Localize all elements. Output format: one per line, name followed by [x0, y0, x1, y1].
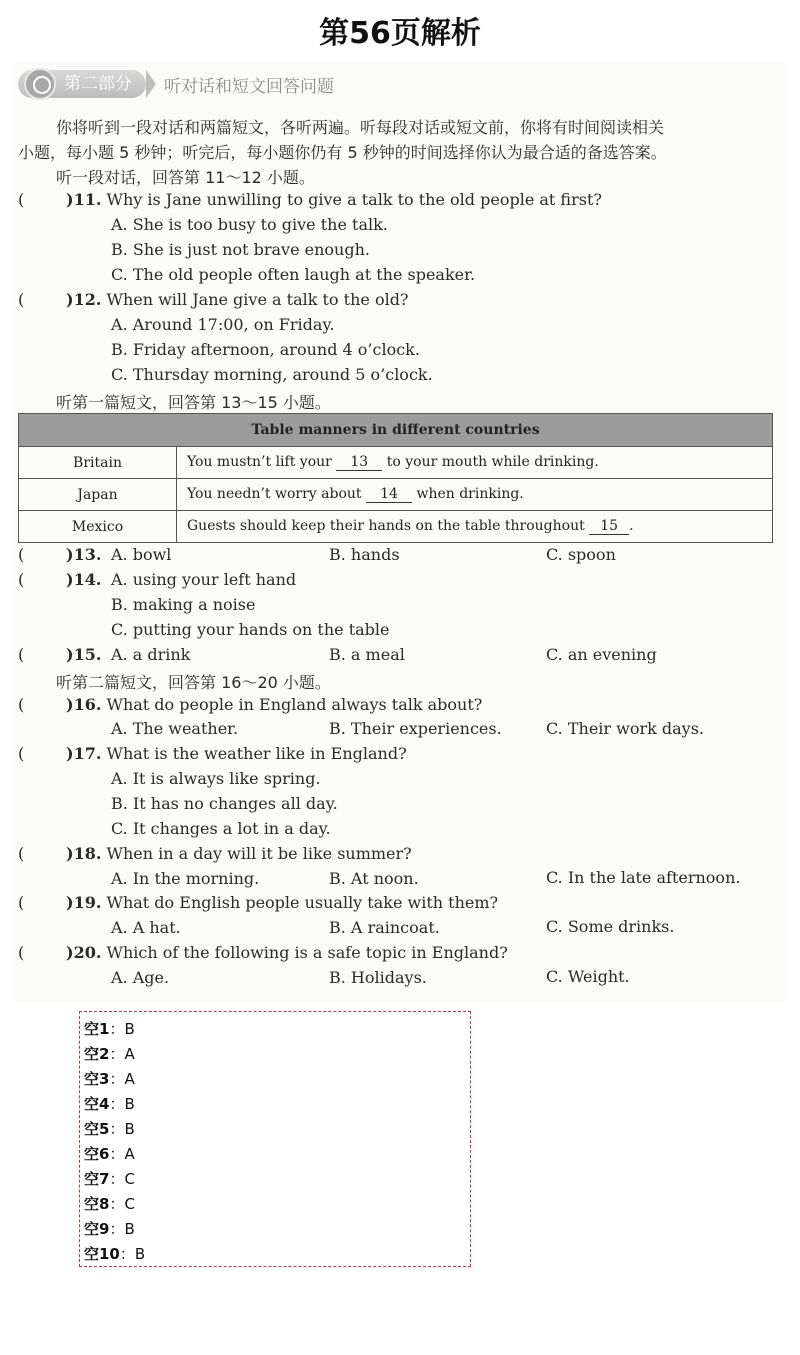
question-number: )18. [66, 844, 102, 863]
answer-paren: ( [18, 290, 25, 309]
option-11-a: A. She is too busy to give the talk. [111, 215, 388, 234]
answer-value: B [124, 1220, 135, 1238]
option-20-c: C. Weight. [546, 967, 630, 986]
question-number: )12. [66, 290, 102, 309]
instruction-line-1: 你将听到一段对话和两篇短文，各听两遍。听每段对话或短文前，你将有时间阅读相关 [56, 118, 665, 137]
option-17-b: B. It has no changes all day. [111, 794, 338, 813]
option-16-c: C. Their work days. [546, 719, 705, 738]
banner-arrow-icon [146, 70, 156, 98]
table-row [19, 447, 773, 479]
answer-value: A [124, 1145, 135, 1163]
option-12-a: A. Around 17:00, on Friday. [111, 315, 335, 334]
answer-value: B [124, 1120, 135, 1138]
question-text: What do people in England always talk about? [106, 695, 483, 714]
option-19-b: B. A raincoat. [329, 918, 440, 937]
answer-label: 空4 [84, 1095, 110, 1113]
question-text: When will Jane give a talk to the old? [106, 290, 409, 309]
question-16 [66, 695, 482, 714]
answer-label: 空9 [84, 1220, 110, 1238]
answer-label: 空10 [84, 1245, 120, 1263]
question-text: What is the weather like in England? [106, 744, 407, 763]
answer-item [84, 1243, 145, 1264]
answer-separator: ： [119, 1245, 135, 1263]
page-title: 第56页解析 [319, 16, 481, 51]
answer-item [84, 1193, 135, 1214]
section-part-label: 第二部分 [64, 74, 132, 94]
question-12 [66, 290, 409, 309]
answer-separator: ： [109, 1020, 125, 1038]
option-12-c: C. Thursday morning, around 5 o’clock. [111, 365, 433, 384]
question-number: )20. [66, 943, 102, 962]
option-19-a: A. A hat. [111, 918, 181, 937]
answer-paren: ( [18, 190, 25, 209]
answer-item [84, 1218, 135, 1239]
question-15-number: )15. [66, 645, 102, 664]
answer-paren: ( [18, 943, 25, 962]
answer-paren: ( [18, 744, 25, 763]
answer-value: C [124, 1170, 135, 1188]
question-text: Why is Jane unwilling to give a talk to the old people at first? [106, 190, 602, 209]
answer-separator: ： [109, 1045, 125, 1063]
answer-value: B [134, 1245, 146, 1263]
answer-separator: ： [109, 1145, 125, 1163]
passage2-intro: 听第二篇短文，回答第 16～20 小题。 [56, 673, 331, 692]
option-11-c: C. The old people often laugh at the speaker. [111, 265, 476, 284]
blank-15: 15 [589, 518, 629, 535]
option-17-a: A. It is always like spring. [111, 769, 321, 788]
option-18-c: C. In the late afternoon. [546, 868, 741, 887]
question-text: Which of the following is a safe topic in England? [106, 943, 508, 962]
answer-value: A [124, 1070, 135, 1088]
answer-value: C [124, 1195, 135, 1213]
question-text: When in a day will it be like summer? [106, 844, 412, 863]
answer-key-box [79, 1011, 471, 1267]
option-14-c: C. putting your hands on the table [111, 620, 390, 639]
table-row [19, 511, 773, 543]
answer-label: 空2 [84, 1045, 110, 1063]
option-19-c: C. Some drinks. [546, 917, 675, 936]
blank-13: 13 [336, 454, 382, 471]
section-heading: 听对话和短文回答问题 [164, 76, 334, 97]
option-13-a: A. bowl [111, 545, 172, 564]
answer-label: 空8 [84, 1195, 110, 1213]
answer-label: 空1 [84, 1020, 110, 1038]
option-15-a: A. a drink [111, 645, 191, 664]
table-title: Table manners in different countries [19, 414, 773, 447]
answer-separator: ： [109, 1170, 125, 1188]
answer-paren: ( [18, 545, 25, 564]
table-country: Mexico [19, 511, 177, 543]
answer-separator: ： [109, 1220, 125, 1238]
table-sentence [177, 447, 773, 479]
answer-paren: ( [18, 645, 25, 664]
table-country: Britain [19, 447, 177, 479]
option-18-a: A. In the morning. [111, 869, 260, 888]
answer-paren: ( [18, 893, 25, 912]
answer-item [84, 1143, 135, 1164]
question-11 [66, 190, 602, 209]
sentence-after: to your mouth while drinking. [386, 454, 599, 470]
question-19 [66, 893, 498, 912]
option-13-c: C. spoon [546, 545, 616, 564]
option-20-a: A. Age. [111, 968, 170, 987]
question-number: )17. [66, 744, 102, 763]
question-13-number: )13. [66, 545, 102, 564]
answer-value: A [124, 1045, 135, 1063]
option-20-b: B. Holidays. [329, 968, 427, 987]
table-country: Japan [19, 479, 177, 511]
answer-item [84, 1018, 135, 1039]
question-text: What do English people usually take with them? [106, 893, 499, 912]
question-number: )16. [66, 695, 102, 714]
section-banner [18, 68, 334, 100]
option-15-c: C. an evening [546, 645, 657, 664]
answer-item [84, 1168, 135, 1189]
option-11-b: B. She is just not brave enough. [111, 240, 370, 259]
passage1-intro: 听第一篇短文，回答第 13～15 小题。 [56, 393, 331, 412]
answer-item [84, 1118, 135, 1139]
option-16-b: B. Their experiences. [329, 719, 502, 738]
table-sentence [177, 511, 773, 543]
question-18 [66, 844, 412, 863]
option-14-a: A. using your left hand [111, 570, 297, 589]
answer-separator: ： [109, 1095, 125, 1113]
answer-label: 空5 [84, 1120, 110, 1138]
answer-item [84, 1068, 135, 1089]
question-20 [66, 943, 508, 962]
option-16-a: A. The weather. [111, 719, 239, 738]
answer-separator: ： [109, 1120, 125, 1138]
option-15-b: B. a meal [329, 645, 405, 664]
answer-label: 空6 [84, 1145, 110, 1163]
sentence-before: Guests should keep their hands on the table throughout [187, 518, 585, 534]
question-number: )11. [66, 190, 102, 209]
answer-separator: ： [109, 1195, 125, 1213]
option-17-c: C. It changes a lot in a day. [111, 819, 331, 838]
sentence-before: You mustn’t lift your [187, 454, 332, 470]
option-18-b: B. At noon. [329, 869, 419, 888]
answer-label: 空3 [84, 1070, 110, 1088]
answer-item [84, 1093, 135, 1114]
option-13-b: B. hands [329, 545, 400, 564]
table-sentence [177, 479, 773, 511]
answer-label: 空7 [84, 1170, 110, 1188]
question-14-number: )14. [66, 570, 102, 589]
table-row [19, 479, 773, 511]
answer-paren: ( [18, 695, 25, 714]
sentence-before: You needn’t worry about [187, 486, 362, 502]
answer-paren: ( [18, 844, 25, 863]
dialog-intro: 听一段对话，回答第 11～12 小题。 [56, 168, 315, 187]
answer-value: B [124, 1095, 135, 1113]
answer-item [84, 1043, 135, 1064]
sentence-after: when drinking. [416, 486, 524, 502]
answer-separator: ： [109, 1070, 125, 1088]
option-12-b: B. Friday afternoon, around 4 o’clock. [111, 340, 420, 359]
table-manners-table [18, 413, 773, 543]
sentence-after: . [629, 518, 634, 534]
question-number: )19. [66, 893, 102, 912]
blank-14: 14 [366, 486, 412, 503]
answer-value: B [124, 1020, 135, 1038]
answer-paren: ( [18, 570, 25, 589]
headphones-icon [24, 68, 56, 100]
option-14-b: B. making a noise [111, 595, 256, 614]
section-part-pill [18, 70, 146, 98]
question-17 [66, 744, 407, 763]
instruction-line-2: 小题，每小题 5 秒钟；听完后，每小题你仍有 5 秒钟的时间选择你认为最合适的备选答案。 [18, 143, 667, 162]
